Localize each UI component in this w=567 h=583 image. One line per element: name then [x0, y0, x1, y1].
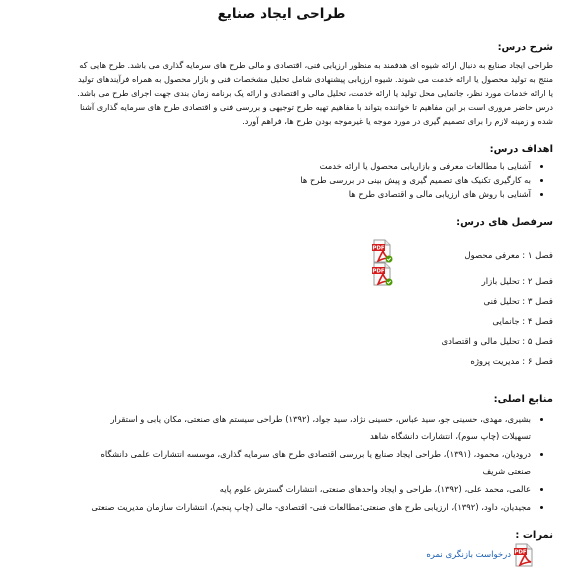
chapter-item-6 — [10, 350, 553, 370]
grade-review-pdf-icon[interactable] — [513, 543, 535, 565]
description-line: شده و زمینه لازم را برای تصمیم گیری در مورد موجه یا غیرموجه بودن طرح ها، فراهم آورد. — [242, 116, 553, 126]
reference-text: بشیری، مهدی، حسینی جو، سید عباس، حسینی نژاد، سید جواد، (۱۳۹۲) طراحی سیستم های صنعتی، مکان یابی و استقرار — [110, 414, 531, 424]
chapter-label: فصل ۵ : تحلیل مالی و اقتصادی — [441, 337, 553, 347]
reference-text: مجیدیان، داود، (۱۳۹۲)، ارزیابی طرح های صنعتی:مطالعات فنی- اقتصادی- مالی (چاپ پنجم)، انتشارات سازمان مدیریت صنعتی — [91, 502, 531, 512]
description-line: منتج به تولید محصول یا ارائه خدمت می شوند. شیوه ارزیابی پیشنهادی شامل تحلیل مشخصات فنی و بازار محصول به همراه فرآیندهای تولید — [78, 74, 553, 84]
grade-review-row — [10, 541, 553, 567]
syllabus-heading: سرفصل های درس: — [456, 217, 553, 228]
description-line: طراحی ایجاد صنایع به دنبال ارائه شیوه ای هدفمند به منظور ارزیابی فنی، اقتصادی و مالی طرح های سرمایه گذاری می باشد. طرح هایی که — [79, 60, 553, 70]
list-item — [10, 481, 531, 498]
description-line: یا ارائه خدمات مورد نظر، جانمایی محل تولید یا ارائه خدمت، تحلیل مالی و اقتصادی و ارائه یک برنامه زمان بندی جهت اجرای طرح می باشد. — [77, 88, 553, 98]
reference-text: تسهیلات (چاپ سوم)، انتشارات دانشگاه شاهد — [369, 431, 531, 441]
list-item — [10, 499, 531, 516]
list-item — [10, 446, 531, 480]
chapter-1-pdf-icon[interactable] — [371, 239, 393, 261]
reference-text: دروديان، محمود، (۱۳۹۱)، طراحی ایجاد صنایع یا بررسی اقتصادی طرح های سرمایه گذاری، موسسه انتشارات علمی دانشگاه — [100, 449, 531, 459]
objectives-list — [10, 159, 553, 201]
description-text — [10, 58, 553, 128]
chapter-item-4 — [10, 310, 553, 330]
chapter-item-2 — [10, 264, 553, 290]
objectives-heading: اهداف درس: — [489, 144, 553, 155]
svg-text:PDF: PDF — [372, 245, 385, 252]
chapter-label: فصل ۴ : جانمایی — [492, 317, 553, 327]
list-item: • به کارگیری تکنیک های تصمیم گیری و پیش بینی در بررسی طرح ها — [10, 173, 531, 187]
grade-review-link[interactable]: درخواست بازنگری نمره — [426, 550, 511, 560]
page-title: طراحی ایجاد صنایع — [217, 6, 346, 22]
list-item: • آشنایی با مطالعات معرفی و بازاریابی محصول یا ارائه خدمت — [10, 159, 531, 173]
chapter-label: فصل ۲ : تحلیل بازار — [481, 277, 553, 287]
grades-section — [10, 530, 553, 567]
svg-text:PDF: PDF — [514, 549, 527, 556]
objectives-section — [10, 144, 553, 201]
description-heading: شرح درس: — [497, 42, 553, 53]
reference-text: عالمی، محمد علی، (۱۳۹۲)، طراحی و ایجاد واحدهای صنعتی، انتشارات گسترش علوم پایه — [219, 484, 531, 494]
reference-text: صنعتی شریف — [482, 466, 531, 476]
grades-heading: نمرات : — [515, 530, 553, 541]
list-item: • آشنایی با روش های ارزیابی مالی و اقتصادی طرح ها — [10, 187, 531, 201]
chapter-list — [10, 240, 553, 370]
chapter-item-5 — [10, 330, 553, 350]
chapter-label: فصل ۳ : تحلیل فنی — [483, 297, 553, 307]
description-section — [10, 42, 553, 128]
chapter-item-1 — [10, 240, 553, 264]
chapter-item-3 — [10, 290, 553, 310]
description-line: درس حاضر مروری است بر این مفاهیم تا خواننده بتواند با مفاهیم تهیه طرح توجیهی و بررسی فنی و اقتصادی طرح های سرمایه گذاری آشنا — [80, 102, 553, 112]
svg-text:PDF: PDF — [372, 268, 385, 275]
list-item — [10, 411, 531, 445]
references-section — [10, 394, 553, 516]
syllabus-section — [10, 217, 553, 370]
references-list — [10, 411, 553, 516]
chapter-label: فصل ۱ : معرفی محصول — [464, 251, 553, 261]
references-heading: منابع اصلی: — [493, 394, 553, 405]
chapter-2-pdf-icon[interactable] — [371, 262, 393, 284]
chapter-label: فصل ۶ : مدیریت پروژه — [470, 357, 553, 367]
